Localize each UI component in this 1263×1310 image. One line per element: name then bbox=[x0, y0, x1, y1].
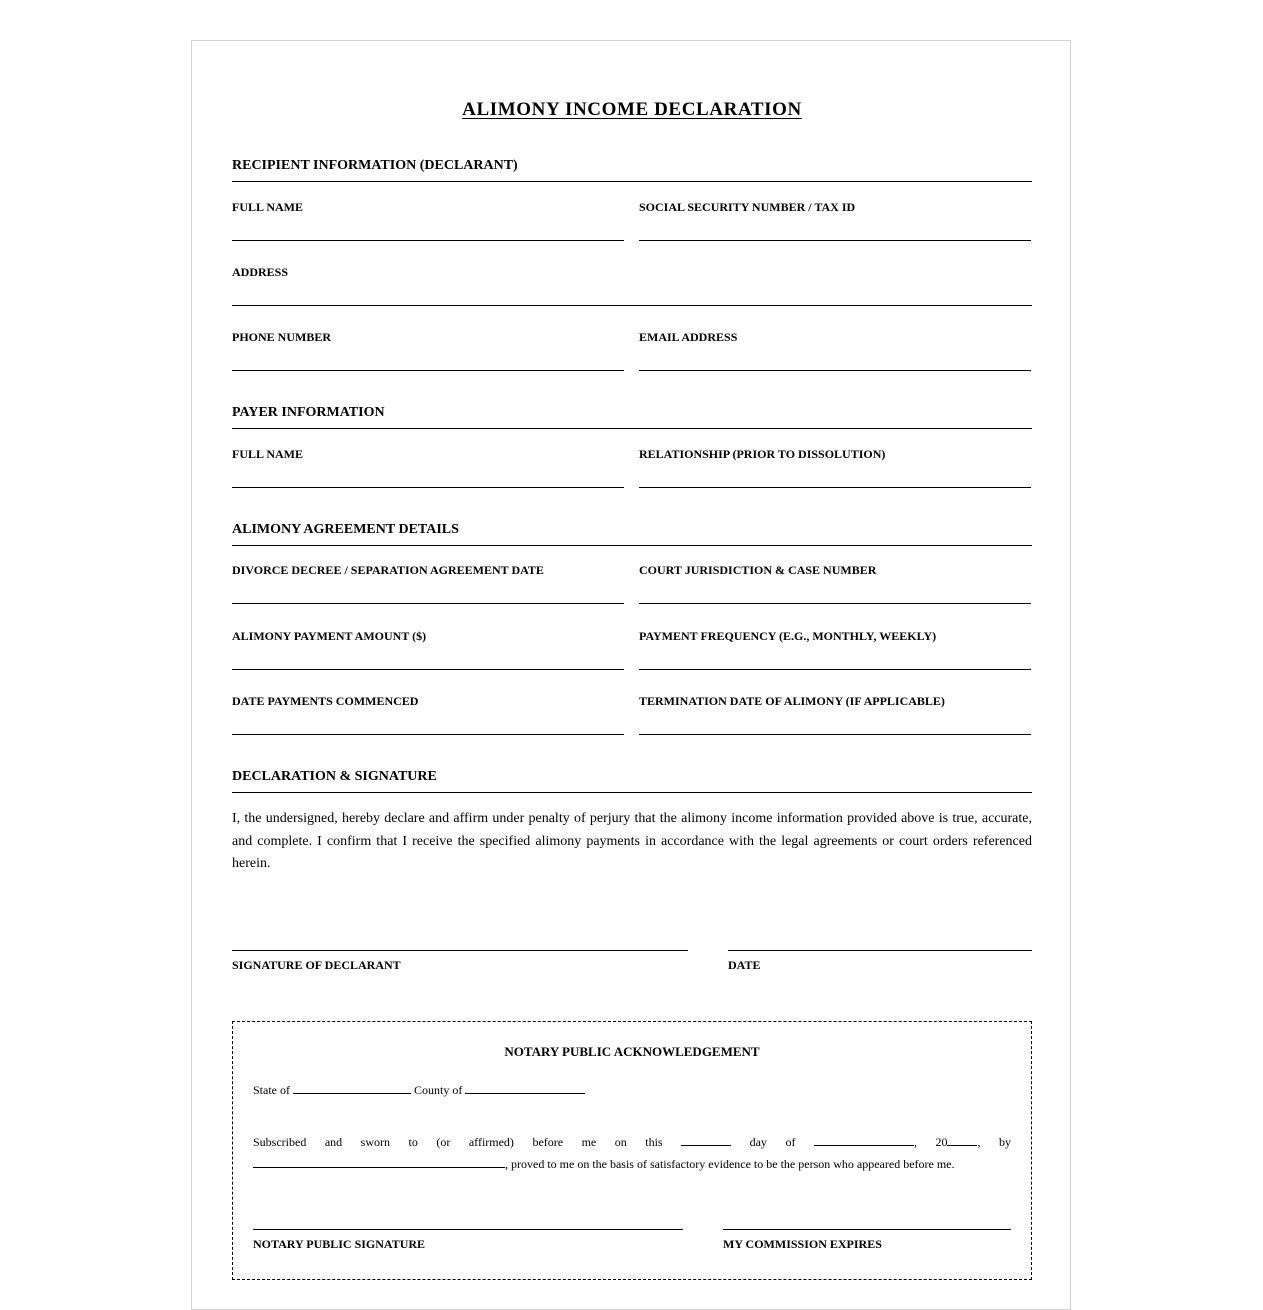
section-heading-payer: PAYER INFORMATION bbox=[232, 404, 1032, 429]
court-case-field[interactable] bbox=[639, 563, 1031, 577]
field-label: FULL NAME bbox=[232, 447, 304, 461]
field-label: ADDRESS bbox=[232, 265, 289, 279]
decree-date-field[interactable] bbox=[232, 563, 624, 577]
declaration-date-label: DATE bbox=[728, 958, 761, 972]
field-label: EMAIL ADDRESS bbox=[639, 330, 738, 344]
field-label: PHONE NUMBER bbox=[232, 330, 331, 344]
input-line[interactable] bbox=[639, 240, 1031, 241]
field-label: PAYMENT FREQUENCY (E.G., MONTHLY, WEEKLY) bbox=[639, 629, 937, 643]
commenced-date-field[interactable] bbox=[232, 694, 624, 708]
input-line[interactable] bbox=[639, 487, 1031, 488]
state-county-row bbox=[253, 1083, 585, 1097]
document-page bbox=[191, 40, 1071, 1310]
field-label: DIVORCE DECREE / SEPARATION AGREEMENT DATE bbox=[232, 563, 544, 577]
input-line[interactable] bbox=[639, 669, 1031, 670]
year-prefix: 20 bbox=[935, 1135, 948, 1149]
sworn-word: me bbox=[581, 1135, 597, 1149]
declaration-date-line[interactable] bbox=[728, 950, 1032, 951]
month-field: , bbox=[814, 1135, 917, 1149]
state-blank[interactable] bbox=[293, 1083, 411, 1094]
person-name-blank[interactable] bbox=[253, 1157, 505, 1168]
field-label: ALIMONY PAYMENT AMOUNT ($) bbox=[232, 629, 427, 643]
year-blank[interactable] bbox=[947, 1135, 977, 1146]
payer-relationship-field[interactable] bbox=[639, 447, 1031, 461]
sworn-word: and bbox=[324, 1135, 343, 1149]
input-line[interactable] bbox=[232, 487, 624, 488]
county-label: County of bbox=[414, 1083, 463, 1097]
section-heading-declaration: DECLARATION & SIGNATURE bbox=[232, 768, 1032, 793]
recipient-email-field[interactable] bbox=[639, 330, 1031, 344]
payment-frequency-field[interactable] bbox=[639, 629, 1031, 643]
input-line[interactable] bbox=[232, 305, 1032, 306]
recipient-address-field[interactable] bbox=[232, 265, 1032, 279]
year-field: 20 , bbox=[935, 1135, 981, 1149]
input-line[interactable] bbox=[639, 370, 1031, 371]
document-title: ALIMONY INCOME DECLARATION bbox=[462, 99, 802, 120]
notary-signature-label: NOTARY PUBLIC SIGNATURE bbox=[253, 1237, 426, 1251]
of-word: of bbox=[785, 1135, 796, 1149]
section-heading-recipient: RECIPIENT INFORMATION (DECLARANT) bbox=[232, 157, 1032, 182]
input-line[interactable] bbox=[232, 240, 624, 241]
declarant-signature-line[interactable] bbox=[232, 950, 688, 951]
by-word: by bbox=[998, 1135, 1011, 1149]
state-label: State of bbox=[253, 1083, 290, 1097]
sworn-word: before bbox=[532, 1135, 564, 1149]
declaration-text: I, the undersigned, hereby declare and affirm under penalty of perjury that the alimony income information provided above is true, accurate, and complete. I confirm that I receive the specified alimony payments in accordance with the legal agreements or court orders referenced herein. bbox=[232, 811, 1032, 871]
sworn-word: to bbox=[408, 1135, 418, 1149]
input-line[interactable] bbox=[232, 734, 624, 735]
notary-heading: NOTARY PUBLIC ACKNOWLEDGEMENT bbox=[504, 1044, 760, 1059]
county-blank[interactable] bbox=[465, 1083, 585, 1094]
input-line[interactable] bbox=[639, 603, 1031, 604]
proved-row bbox=[253, 1157, 955, 1171]
recipient-phone-field[interactable] bbox=[232, 330, 624, 344]
commission-expires-line[interactable] bbox=[723, 1229, 1011, 1230]
commission-expires-label: MY COMMISSION EXPIRES bbox=[723, 1237, 882, 1251]
field-label: SOCIAL SECURITY NUMBER / TAX ID bbox=[639, 200, 856, 214]
sworn-word: this bbox=[645, 1135, 663, 1149]
day-word: day bbox=[749, 1135, 767, 1149]
recipient-ssn-field[interactable] bbox=[639, 200, 1031, 214]
recipient-full-name-field[interactable] bbox=[232, 200, 624, 214]
input-line[interactable] bbox=[232, 370, 624, 371]
input-line[interactable] bbox=[232, 669, 624, 670]
sworn-word: on bbox=[614, 1135, 627, 1149]
sworn-statement-row bbox=[253, 1135, 1011, 1149]
sworn-word: sworn bbox=[360, 1135, 390, 1149]
input-line[interactable] bbox=[639, 734, 1031, 735]
termination-date-field[interactable] bbox=[639, 694, 1031, 708]
field-label: RELATIONSHIP (PRIOR TO DISSOLUTION) bbox=[639, 447, 886, 461]
payer-full-name-field[interactable] bbox=[232, 447, 624, 461]
field-label: COURT JURISDICTION & CASE NUMBER bbox=[639, 563, 877, 577]
notary-box bbox=[232, 1021, 1032, 1280]
input-line[interactable] bbox=[232, 603, 624, 604]
field-label: DATE PAYMENTS COMMENCED bbox=[232, 694, 419, 708]
sworn-word: Subscribed bbox=[253, 1135, 307, 1149]
declarant-signature-label: SIGNATURE OF DECLARANT bbox=[232, 958, 401, 972]
sworn-word: (or bbox=[436, 1135, 451, 1149]
day-blank[interactable] bbox=[681, 1135, 731, 1146]
notary-signature-line[interactable] bbox=[253, 1229, 683, 1230]
field-label: TERMINATION DATE OF ALIMONY (IF APPLICABLE) bbox=[639, 694, 945, 708]
proved-text: , proved to me on the basis of satisfactory evidence to be the person who appeared before me. bbox=[505, 1157, 955, 1171]
payment-amount-field[interactable] bbox=[232, 629, 624, 643]
sworn-word: affirmed) bbox=[468, 1135, 514, 1149]
section-heading-agreement: ALIMONY AGREEMENT DETAILS bbox=[232, 521, 1032, 546]
field-label: FULL NAME bbox=[232, 200, 304, 214]
month-blank[interactable] bbox=[814, 1135, 914, 1146]
